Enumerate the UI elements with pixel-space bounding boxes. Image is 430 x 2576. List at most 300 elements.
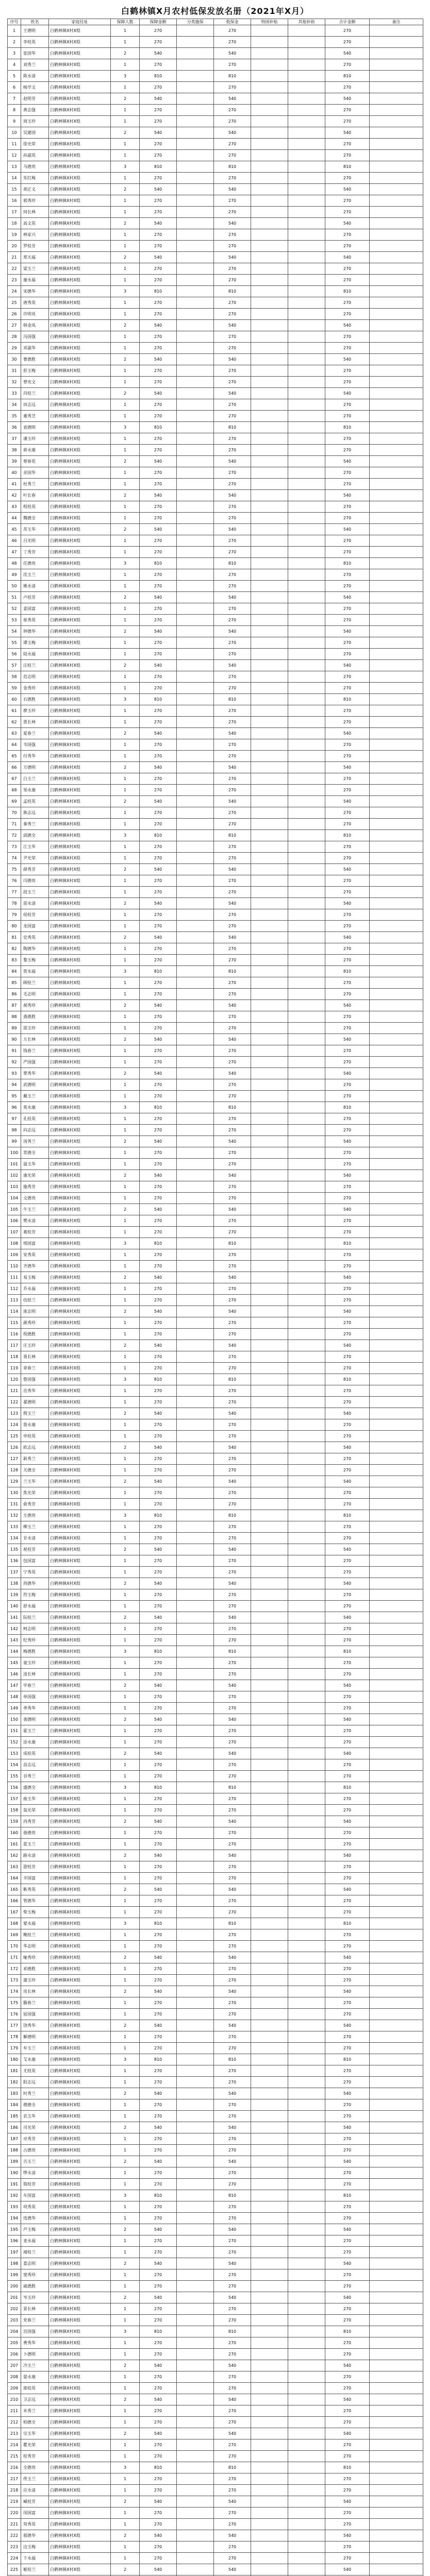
guarantee-amount: 270 xyxy=(140,59,177,71)
guarantee-amount: 270 xyxy=(140,1839,177,1850)
category xyxy=(177,1850,214,1861)
recipient-name: 薛秀芳 xyxy=(21,864,49,875)
table-row xyxy=(8,671,423,683)
column-header: 备注 xyxy=(370,19,423,25)
special-aid xyxy=(251,2292,288,2303)
recipient-name: 梅德胜 xyxy=(21,1646,49,1657)
category xyxy=(177,2417,214,2428)
recipient-name: 郑天福 xyxy=(21,252,49,263)
other-aid xyxy=(288,1737,325,1748)
subsidy-amount: 270 xyxy=(214,25,251,37)
home-address: 白鹤林镇X村X组 xyxy=(49,1204,111,1215)
special-aid xyxy=(251,445,288,456)
subsidy-amount: 270 xyxy=(214,37,251,48)
guarantee-amount: 810 xyxy=(140,1918,177,1929)
row-number: 134 xyxy=(8,1533,21,1544)
guarantee-amount: 810 xyxy=(140,2326,177,2337)
guarantee-amount: 540 xyxy=(140,1714,177,1725)
guarantee-amount: 270 xyxy=(140,943,177,955)
table-row xyxy=(8,2031,423,2043)
household-size: 1 xyxy=(111,1861,140,1873)
other-aid xyxy=(288,2405,325,2417)
special-aid xyxy=(251,1329,288,1340)
other-aid xyxy=(288,898,325,909)
category xyxy=(177,2281,214,2292)
remark xyxy=(370,569,423,581)
other-aid xyxy=(288,830,325,841)
total-amount: 270 xyxy=(325,649,370,660)
household-size: 1 xyxy=(111,2519,140,2530)
household-size: 1 xyxy=(111,1385,140,1397)
household-size: 1 xyxy=(111,2405,140,2417)
subsidy-amount: 270 xyxy=(214,2269,251,2281)
other-aid xyxy=(288,1261,325,1272)
other-aid xyxy=(288,2360,325,2371)
row-number: 99 xyxy=(8,1136,21,1147)
table-row xyxy=(8,1125,423,1136)
special-aid xyxy=(251,173,288,184)
total-amount: 270 xyxy=(325,1147,370,1159)
guarantee-amount: 270 xyxy=(140,25,177,37)
home-address: 白鹤林镇X村X组 xyxy=(49,2473,111,2485)
table-row xyxy=(8,1442,423,1453)
recipient-name: 左德贵 xyxy=(21,1510,49,1521)
guarantee-amount: 270 xyxy=(140,1057,177,1068)
home-address: 白鹤林镇X村X组 xyxy=(49,671,111,683)
row-number: 93 xyxy=(8,1068,21,1079)
remark xyxy=(370,1408,423,1419)
subsidy-amount: 270 xyxy=(214,1023,251,1034)
other-aid xyxy=(288,649,325,660)
guarantee-amount: 540 xyxy=(140,932,177,943)
subsidy-amount: 270 xyxy=(214,1193,251,1204)
household-size: 1 xyxy=(111,909,140,921)
total-amount: 270 xyxy=(325,977,370,989)
guarantee-amount: 270 xyxy=(140,1793,177,1805)
home-address: 白鹤林镇X村X组 xyxy=(49,275,111,286)
recipient-name: 甘永清 xyxy=(21,1533,49,1544)
subsidy-amount: 270 xyxy=(214,2179,251,2190)
table-row xyxy=(8,1113,423,1125)
remark xyxy=(370,1907,423,1918)
remark xyxy=(370,887,423,898)
household-size: 1 xyxy=(111,739,140,751)
other-aid xyxy=(288,25,325,37)
subsidy-amount: 270 xyxy=(214,1317,251,1329)
guarantee-amount: 270 xyxy=(140,365,177,377)
special-aid xyxy=(251,2281,288,2292)
household-size: 1 xyxy=(111,977,140,989)
other-aid xyxy=(288,1782,325,1793)
remark xyxy=(370,2564,423,2575)
other-aid xyxy=(288,2439,325,2451)
household-size: 3 xyxy=(111,1646,140,1657)
guarantee-amount: 540 xyxy=(140,184,177,195)
remark xyxy=(370,1419,423,1431)
guarantee-amount: 270 xyxy=(140,309,177,320)
home-address: 白鹤林镇X村X组 xyxy=(49,1363,111,1374)
table-row xyxy=(8,241,423,252)
table-row xyxy=(8,71,423,82)
other-aid xyxy=(288,1431,325,1442)
remark xyxy=(370,343,423,354)
home-address: 白鹤林镇X村X组 xyxy=(49,207,111,218)
table-row xyxy=(8,1193,423,1204)
household-size: 1 xyxy=(111,1601,140,1612)
category xyxy=(177,581,214,592)
table-row xyxy=(8,422,423,433)
total-amount: 810 xyxy=(325,161,370,173)
guarantee-amount: 540 xyxy=(140,626,177,637)
subsidy-amount: 270 xyxy=(214,807,251,819)
other-aid xyxy=(288,173,325,184)
recipient-name: 徐光荣 xyxy=(21,139,49,150)
table-row xyxy=(8,1045,423,1057)
recipient-name: 艾永康 xyxy=(21,2054,49,2065)
remark xyxy=(370,2451,423,2462)
other-aid xyxy=(288,2088,325,2099)
remark xyxy=(370,819,423,830)
subsidy-amount: 270 xyxy=(214,853,251,864)
subsidy-amount: 270 xyxy=(214,2133,251,2145)
household-size: 2 xyxy=(111,796,140,807)
row-number: 169 xyxy=(8,1929,21,1941)
table-row xyxy=(8,2099,423,2111)
category xyxy=(177,2315,214,2326)
category xyxy=(177,1431,214,1442)
category xyxy=(177,1986,214,1997)
household-size: 1 xyxy=(111,1317,140,1329)
table-row xyxy=(8,2349,423,2360)
special-aid xyxy=(251,1725,288,1737)
table-row xyxy=(8,2269,423,2281)
subsidy-amount: 270 xyxy=(214,1147,251,1159)
row-number: 178 xyxy=(8,2031,21,2043)
category xyxy=(177,569,214,581)
other-aid xyxy=(288,2269,325,2281)
remark xyxy=(370,649,423,660)
other-aid xyxy=(288,1136,325,1147)
household-size: 2 xyxy=(111,2564,140,2575)
household-size: 2 xyxy=(111,354,140,365)
guarantee-amount: 270 xyxy=(140,1555,177,1567)
household-size: 1 xyxy=(111,875,140,887)
home-address: 白鹤林镇X村X组 xyxy=(49,1533,111,1544)
row-number: 202 xyxy=(8,2303,21,2315)
household-size: 1 xyxy=(111,1453,140,1465)
table-row xyxy=(8,2122,423,2133)
remark xyxy=(370,615,423,626)
total-amount: 810 xyxy=(325,2190,370,2201)
total-amount: 270 xyxy=(325,1023,370,1034)
other-aid xyxy=(288,751,325,762)
table-row xyxy=(8,1680,423,1691)
category xyxy=(177,433,214,445)
total-amount: 270 xyxy=(325,671,370,683)
table-row xyxy=(8,399,423,411)
subsidy-amount: 810 xyxy=(214,558,251,569)
guarantee-amount: 540 xyxy=(140,252,177,263)
recipient-name: 瞿光荣 xyxy=(21,2439,49,2451)
other-aid xyxy=(288,2077,325,2088)
home-address: 白鹤林镇X村X组 xyxy=(49,2099,111,2111)
column-header: 低保金 xyxy=(214,19,251,25)
guarantee-amount: 540 xyxy=(140,2156,177,2167)
row-number: 9 xyxy=(8,116,21,127)
special-aid xyxy=(251,1408,288,1419)
table-row xyxy=(8,37,423,48)
remark xyxy=(370,1000,423,1011)
row-number: 122 xyxy=(8,1397,21,1408)
row-number: 15 xyxy=(8,184,21,195)
total-amount: 540 xyxy=(325,932,370,943)
household-size: 1 xyxy=(111,309,140,320)
row-number: 29 xyxy=(8,343,21,354)
total-amount: 540 xyxy=(325,1272,370,1283)
row-number: 25 xyxy=(8,297,21,309)
total-amount: 270 xyxy=(325,1079,370,1091)
home-address: 白鹤林镇X村X组 xyxy=(49,1023,111,1034)
recipient-name: 郝秀珍 xyxy=(21,1000,49,1011)
other-aid xyxy=(288,1623,325,1635)
remark xyxy=(370,1068,423,1079)
other-aid xyxy=(288,411,325,422)
guarantee-amount: 270 xyxy=(140,1861,177,1873)
other-aid xyxy=(288,377,325,388)
category xyxy=(177,547,214,558)
category xyxy=(177,354,214,365)
category xyxy=(177,1125,214,1136)
other-aid xyxy=(288,320,325,331)
subsidy-amount: 270 xyxy=(214,1669,251,1680)
total-amount: 540 xyxy=(325,93,370,105)
total-amount: 270 xyxy=(325,2451,370,2462)
table-row xyxy=(8,898,423,909)
category xyxy=(177,1159,214,1170)
subsidy-amount: 270 xyxy=(214,1521,251,1533)
special-aid xyxy=(251,377,288,388)
remark xyxy=(370,1589,423,1601)
remark xyxy=(370,161,423,173)
recipient-name: 霍玉兰 xyxy=(21,1725,49,1737)
row-number: 113 xyxy=(8,1295,21,1306)
row-number: 10 xyxy=(8,127,21,139)
recipient-name: 宋德华 xyxy=(21,286,49,297)
special-aid xyxy=(251,2133,288,2145)
remark xyxy=(370,875,423,887)
table-row xyxy=(8,1975,423,1986)
guarantee-amount: 540 xyxy=(140,2292,177,2303)
recipient-name: 娄志明 xyxy=(21,2258,49,2269)
special-aid xyxy=(251,1714,288,1725)
total-amount: 270 xyxy=(325,535,370,547)
category xyxy=(177,297,214,309)
other-aid xyxy=(288,479,325,490)
household-size: 1 xyxy=(111,1589,140,1601)
guarantee-amount: 540 xyxy=(140,354,177,365)
other-aid xyxy=(288,2235,325,2247)
table-body xyxy=(8,25,423,2576)
row-number: 19 xyxy=(8,229,21,241)
guarantee-amount: 270 xyxy=(140,671,177,683)
total-amount: 270 xyxy=(325,2337,370,2349)
category xyxy=(177,173,214,184)
household-size: 3 xyxy=(111,286,140,297)
recipient-name: 苟秀英 xyxy=(21,2519,49,2530)
remark xyxy=(370,773,423,785)
home-address: 白鹤林镇X村X组 xyxy=(49,71,111,82)
guarantee-amount: 810 xyxy=(140,830,177,841)
other-aid xyxy=(288,2145,325,2156)
guarantee-amount: 540 xyxy=(140,2122,177,2133)
subsidy-amount: 270 xyxy=(214,411,251,422)
total-amount: 270 xyxy=(325,2553,370,2564)
household-size: 3 xyxy=(111,966,140,977)
subsidy-amount: 540 xyxy=(214,524,251,535)
other-aid xyxy=(288,1850,325,1861)
recipient-name: 潘玉珍 xyxy=(21,433,49,445)
row-number: 91 xyxy=(8,1045,21,1057)
remark xyxy=(370,513,423,524)
subsidy-amount: 270 xyxy=(214,1975,251,1986)
home-address: 白鹤林镇X村X组 xyxy=(49,309,111,320)
total-amount: 270 xyxy=(325,1805,370,1816)
other-aid xyxy=(288,1068,325,1079)
household-size: 2 xyxy=(111,1204,140,1215)
row-number: 102 xyxy=(8,1170,21,1181)
household-size: 1 xyxy=(111,1283,140,1295)
remark xyxy=(370,93,423,105)
special-aid xyxy=(251,2360,288,2371)
household-size: 1 xyxy=(111,195,140,207)
subsidy-amount: 270 xyxy=(214,2383,251,2394)
table-row xyxy=(8,2439,423,2451)
household-size: 1 xyxy=(111,887,140,898)
row-number: 1 xyxy=(8,25,21,37)
total-amount: 270 xyxy=(325,2485,370,2496)
row-number: 39 xyxy=(8,456,21,467)
category xyxy=(177,184,214,195)
row-number: 129 xyxy=(8,1476,21,1487)
home-address: 白鹤林镇X村X组 xyxy=(49,1805,111,1816)
household-size: 1 xyxy=(111,955,140,966)
guarantee-amount: 270 xyxy=(140,2099,177,2111)
recipient-name: 曲玉华 xyxy=(21,1793,49,1805)
home-address: 白鹤林镇X村X组 xyxy=(49,2269,111,2281)
subsidy-amount: 270 xyxy=(214,1419,251,1431)
total-amount: 270 xyxy=(325,1431,370,1442)
household-size: 2 xyxy=(111,1748,140,1759)
home-address: 白鹤林镇X村X组 xyxy=(49,241,111,252)
table-row xyxy=(8,1487,423,1499)
recipient-name: 祝桂芳 xyxy=(21,1544,49,1555)
recipient-name: 柳玉兰 xyxy=(21,1521,49,1533)
row-number: 53 xyxy=(8,615,21,626)
household-size: 2 xyxy=(111,2394,140,2405)
subsidy-amount: 540 xyxy=(214,592,251,603)
category xyxy=(177,1521,214,1533)
recipient-name: 邓淑华 xyxy=(21,343,49,354)
total-amount: 270 xyxy=(325,2371,370,2383)
special-aid xyxy=(251,365,288,377)
total-amount: 270 xyxy=(325,1215,370,1227)
category xyxy=(177,2031,214,2043)
category xyxy=(177,1816,214,1827)
table-row xyxy=(8,1884,423,1895)
special-aid xyxy=(251,1657,288,1669)
recipient-name: 尤桂英 xyxy=(21,2065,49,2077)
remark xyxy=(370,1023,423,1034)
row-number: 60 xyxy=(8,694,21,705)
special-aid xyxy=(251,2167,288,2179)
remark xyxy=(370,286,423,297)
home-address: 白鹤林镇X村X组 xyxy=(49,2394,111,2405)
home-address: 白鹤林镇X村X组 xyxy=(49,932,111,943)
recipient-name: 严国强 xyxy=(21,1057,49,1068)
other-aid xyxy=(288,1771,325,1782)
subsidy-amount: 270 xyxy=(214,535,251,547)
recipient-name: 章春兰 xyxy=(21,1363,49,1374)
total-amount: 540 xyxy=(325,524,370,535)
guarantee-amount: 810 xyxy=(140,1238,177,1249)
other-aid xyxy=(288,2009,325,2020)
home-address: 白鹤林镇X村X组 xyxy=(49,2054,111,2065)
row-number: 31 xyxy=(8,365,21,377)
guarantee-amount: 270 xyxy=(140,2553,177,2564)
category xyxy=(177,887,214,898)
column-header: 合计金额 xyxy=(325,19,370,25)
category xyxy=(177,1249,214,1261)
household-size: 1 xyxy=(111,479,140,490)
category xyxy=(177,1510,214,1521)
special-aid xyxy=(251,1215,288,1227)
special-aid xyxy=(251,592,288,603)
special-aid xyxy=(251,1521,288,1533)
guarantee-amount: 540 xyxy=(140,1680,177,1691)
table-row xyxy=(8,1249,423,1261)
category xyxy=(177,1578,214,1589)
other-aid xyxy=(288,1170,325,1181)
other-aid xyxy=(288,694,325,705)
special-aid xyxy=(251,2541,288,2553)
table-row xyxy=(8,1147,423,1159)
table-row xyxy=(8,2111,423,2122)
total-amount: 540 xyxy=(325,1034,370,1045)
household-size: 1 xyxy=(111,2541,140,2553)
other-aid xyxy=(288,1034,325,1045)
category xyxy=(177,2179,214,2190)
category xyxy=(177,637,214,649)
roster-table xyxy=(7,19,423,2576)
category xyxy=(177,943,214,955)
total-amount: 270 xyxy=(325,1057,370,1068)
subsidy-amount: 270 xyxy=(214,2553,251,2564)
other-aid xyxy=(288,2122,325,2133)
row-number: 21 xyxy=(8,252,21,263)
guarantee-amount: 270 xyxy=(140,1873,177,1884)
recipient-name: 施秀芳 xyxy=(21,1181,49,1193)
table-row xyxy=(8,2428,423,2439)
guarantee-amount: 270 xyxy=(140,887,177,898)
table-row xyxy=(8,1929,423,1941)
total-amount: 270 xyxy=(325,1419,370,1431)
total-amount: 270 xyxy=(325,365,370,377)
remark xyxy=(370,524,423,535)
subsidy-amount: 540 xyxy=(214,2360,251,2371)
total-amount: 270 xyxy=(325,581,370,592)
other-aid xyxy=(288,1873,325,1884)
remark xyxy=(370,331,423,343)
